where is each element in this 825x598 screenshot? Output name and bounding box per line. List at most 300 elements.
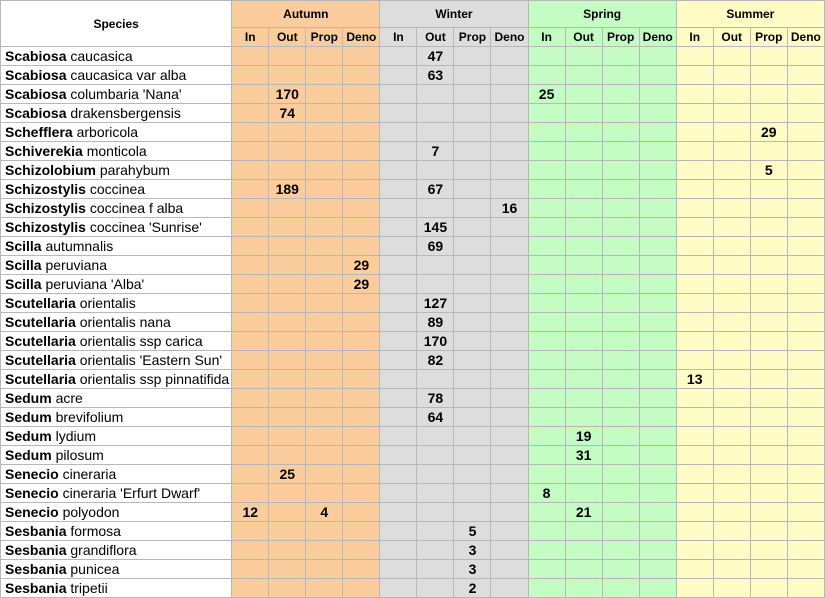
value-cell-winter-prop [454,237,491,256]
species-epithet: columbaria 'Nana' [70,86,182,102]
value-cell-winter-out: 127 [417,294,454,313]
value-cell-winter-prop [454,332,491,351]
table-row [1,275,825,294]
value-cell-spring-in [528,218,565,237]
value-cell-winter-out: 145 [417,218,454,237]
value-cell-spring-in [528,180,565,199]
value-cell-winter-prop [454,66,491,85]
value-cell-summer-out [713,85,750,104]
value-cell-winter-in [380,427,417,446]
genus-name: Scutellaria [5,333,76,349]
value-cell-spring-deno [639,427,676,446]
table-row [1,408,825,427]
species-epithet: drakensbergensis [70,105,181,121]
value-cell-summer-in [676,427,713,446]
value-cell-spring-deno [639,332,676,351]
value-cell-autumn-in [232,465,269,484]
value-cell-spring-prop [602,389,639,408]
value-cell-spring-deno [639,294,676,313]
value-cell-summer-deno [787,275,824,294]
subcolumn-header-winter-prop: Prop [454,28,491,47]
value-cell-autumn-prop [306,180,343,199]
value-cell-winter-prop [454,389,491,408]
value-cell-summer-prop [750,465,787,484]
subcolumn-header-autumn-out: Out [269,28,306,47]
value-cell-winter-prop [454,313,491,332]
value-cell-spring-out: 19 [565,427,602,446]
species-cell [1,47,232,66]
subcolumn-header-summer-in: In [676,28,713,47]
value-cell-winter-in [380,237,417,256]
value-cell-summer-prop: 5 [750,161,787,180]
value-cell-autumn-prop [306,313,343,332]
value-cell-spring-deno [639,313,676,332]
value-cell-spring-deno [639,123,676,142]
value-cell-spring-out [565,85,602,104]
species-cell [1,332,232,351]
value-cell-spring-in [528,123,565,142]
genus-name: Schiverekia [5,143,83,159]
value-cell-spring-out [565,579,602,598]
value-cell-spring-out [565,237,602,256]
value-cell-winter-prop: 2 [454,579,491,598]
value-cell-winter-in [380,294,417,313]
value-cell-spring-deno [639,104,676,123]
value-cell-spring-deno [639,408,676,427]
value-cell-winter-out [417,275,454,294]
value-cell-autumn-out [269,199,306,218]
value-cell-winter-deno [491,237,528,256]
value-cell-summer-deno [787,446,824,465]
value-cell-spring-deno [639,275,676,294]
value-cell-autumn-prop [306,370,343,389]
value-cell-spring-in [528,370,565,389]
value-cell-winter-deno [491,161,528,180]
value-cell-winter-out: 78 [417,389,454,408]
value-cell-summer-prop [750,180,787,199]
value-cell-winter-out: 69 [417,237,454,256]
table-row [1,446,825,465]
value-cell-summer-out [713,313,750,332]
table-row [1,370,825,389]
value-cell-winter-prop: 5 [454,522,491,541]
value-cell-spring-prop [602,370,639,389]
genus-name: Scilla [5,276,42,292]
value-cell-summer-out [713,427,750,446]
value-cell-autumn-out [269,446,306,465]
value-cell-spring-deno [639,256,676,275]
value-cell-summer-in [676,313,713,332]
table-row [1,66,825,85]
value-cell-autumn-in [232,370,269,389]
value-cell-summer-prop [750,408,787,427]
table-row [1,332,825,351]
species-epithet: pilosum [55,447,104,463]
species-epithet: polyodon [62,504,120,520]
value-cell-summer-deno [787,218,824,237]
value-cell-summer-in [676,237,713,256]
value-cell-winter-out [417,484,454,503]
value-cell-spring-in [528,503,565,522]
value-cell-autumn-in [232,332,269,351]
value-cell-summer-in [676,275,713,294]
value-cell-summer-deno [787,408,824,427]
value-cell-spring-prop [602,66,639,85]
value-cell-autumn-deno [343,104,380,123]
species-epithet: coccinea [89,181,146,197]
value-cell-summer-in [676,180,713,199]
value-cell-winter-in [380,351,417,370]
value-cell-summer-in [676,332,713,351]
value-cell-winter-deno [491,427,528,446]
value-cell-spring-out [565,199,602,218]
value-cell-summer-deno [787,85,824,104]
value-cell-spring-in: 25 [528,85,565,104]
value-cell-spring-in [528,579,565,598]
value-cell-winter-prop: 3 [454,560,491,579]
value-cell-summer-prop: 29 [750,123,787,142]
value-cell-winter-out [417,560,454,579]
value-cell-spring-out [565,370,602,389]
value-cell-summer-deno [787,66,824,85]
species-cell [1,503,232,522]
value-cell-autumn-prop [306,256,343,275]
species-epithet: autumnalis [45,238,114,254]
value-cell-summer-in [676,85,713,104]
value-cell-autumn-deno [343,351,380,370]
value-cell-winter-deno [491,560,528,579]
species-cell [1,313,232,332]
value-cell-autumn-out [269,522,306,541]
value-cell-spring-deno [639,237,676,256]
value-cell-autumn-out [269,389,306,408]
table-row [1,237,825,256]
species-epithet: cineraria 'Erfurt Dwarf' [62,485,201,501]
value-cell-autumn-deno [343,218,380,237]
value-cell-summer-in [676,579,713,598]
value-cell-winter-prop [454,484,491,503]
species-epithet: peruviana 'Alba' [45,276,145,292]
value-cell-summer-in [676,142,713,161]
value-cell-summer-in [676,123,713,142]
value-cell-spring-prop [602,427,639,446]
value-cell-winter-prop [454,294,491,313]
value-cell-winter-deno [491,123,528,142]
value-cell-spring-out [565,180,602,199]
value-cell-winter-deno [491,389,528,408]
season-header-summer: Summer [676,1,824,28]
value-cell-winter-prop [454,85,491,104]
value-cell-summer-out [713,560,750,579]
value-cell-autumn-in [232,484,269,503]
value-cell-winter-prop: 3 [454,541,491,560]
value-cell-winter-in [380,180,417,199]
value-cell-winter-prop [454,218,491,237]
species-cell [1,66,232,85]
value-cell-spring-out [565,408,602,427]
species-cell [1,142,232,161]
value-cell-spring-in [528,104,565,123]
value-cell-spring-out [565,560,602,579]
value-cell-winter-out [417,256,454,275]
species-epithet: grandiflora [70,542,137,558]
value-cell-summer-prop [750,313,787,332]
value-cell-spring-out [565,294,602,313]
value-cell-autumn-prop [306,446,343,465]
value-cell-autumn-deno [343,370,380,389]
value-cell-summer-prop [750,237,787,256]
value-cell-summer-out [713,104,750,123]
value-cell-autumn-prop [306,104,343,123]
species-cell [1,123,232,142]
value-cell-spring-in [528,465,565,484]
value-cell-spring-in [528,161,565,180]
value-cell-autumn-out: 74 [269,104,306,123]
subcolumn-header-spring-out: Out [565,28,602,47]
species-cell [1,351,232,370]
value-cell-spring-prop [602,522,639,541]
value-cell-autumn-prop [306,408,343,427]
table-row [1,199,825,218]
species-cell [1,389,232,408]
value-cell-autumn-out [269,237,306,256]
value-cell-summer-out [713,484,750,503]
genus-name: Sesbania [5,580,67,596]
value-cell-autumn-in [232,408,269,427]
value-cell-winter-deno [491,484,528,503]
subcolumn-header-autumn-prop: Prop [306,28,343,47]
species-epithet: caucasica [70,48,133,64]
value-cell-spring-deno [639,66,676,85]
value-cell-spring-deno [639,446,676,465]
genus-name: Sedum [5,428,52,444]
table-row [1,123,825,142]
value-cell-winter-in [380,218,417,237]
value-cell-summer-prop [750,370,787,389]
value-cell-autumn-deno [343,541,380,560]
value-cell-summer-deno [787,142,824,161]
value-cell-spring-in [528,389,565,408]
value-cell-spring-deno [639,389,676,408]
value-cell-spring-out [565,389,602,408]
value-cell-summer-in [676,484,713,503]
value-cell-autumn-out [269,123,306,142]
value-cell-spring-in [528,560,565,579]
value-cell-autumn-deno [343,522,380,541]
subcolumn-header-spring-in: In [528,28,565,47]
value-cell-autumn-out [269,332,306,351]
table-row [1,503,825,522]
value-cell-summer-in [676,218,713,237]
table-row [1,294,825,313]
value-cell-autumn-in [232,256,269,275]
value-cell-summer-deno [787,237,824,256]
value-cell-autumn-prop [306,47,343,66]
value-cell-winter-out [417,541,454,560]
species-cell [1,256,232,275]
value-cell-summer-in [676,104,713,123]
value-cell-autumn-prop [306,465,343,484]
value-cell-winter-in [380,370,417,389]
value-cell-summer-deno [787,313,824,332]
value-cell-spring-prop [602,541,639,560]
value-cell-spring-in [528,332,565,351]
value-cell-summer-out [713,389,750,408]
value-cell-summer-in [676,522,713,541]
species-epithet: lydium [55,428,97,444]
species-cell [1,370,232,389]
value-cell-spring-in [528,199,565,218]
value-cell-summer-prop [750,47,787,66]
value-cell-autumn-prop [306,541,343,560]
value-cell-spring-out [565,541,602,560]
value-cell-autumn-prop [306,85,343,104]
value-cell-autumn-out [269,541,306,560]
value-cell-summer-in [676,446,713,465]
value-cell-winter-deno [491,66,528,85]
value-cell-spring-deno [639,560,676,579]
value-cell-summer-prop [750,560,787,579]
value-cell-summer-prop [750,351,787,370]
value-cell-winter-out: 89 [417,313,454,332]
value-cell-winter-in [380,522,417,541]
value-cell-spring-deno [639,142,676,161]
value-cell-autumn-prop [306,275,343,294]
value-cell-autumn-deno [343,199,380,218]
value-cell-winter-deno [491,104,528,123]
value-cell-autumn-out [269,408,306,427]
value-cell-autumn-prop [306,579,343,598]
value-cell-winter-in [380,541,417,560]
value-cell-spring-deno [639,579,676,598]
value-cell-summer-prop [750,85,787,104]
value-cell-spring-prop [602,142,639,161]
value-cell-spring-prop [602,408,639,427]
species-cell [1,294,232,313]
value-cell-autumn-in: 12 [232,503,269,522]
value-cell-winter-deno [491,408,528,427]
season-header-autumn: Autumn [232,1,380,28]
genus-name: Scabiosa [5,67,67,83]
value-cell-summer-out [713,503,750,522]
species-epithet: orientalis [79,295,136,311]
value-cell-winter-in [380,484,417,503]
value-cell-spring-in [528,541,565,560]
value-cell-winter-deno [491,446,528,465]
value-cell-winter-in [380,579,417,598]
table-row [1,104,825,123]
value-cell-autumn-out [269,313,306,332]
value-cell-autumn-prop [306,427,343,446]
species-cell [1,237,232,256]
value-cell-summer-prop [750,218,787,237]
value-cell-autumn-in [232,446,269,465]
value-cell-winter-deno [491,522,528,541]
value-cell-winter-deno [491,351,528,370]
value-cell-spring-in [528,427,565,446]
value-cell-autumn-out [269,351,306,370]
value-cell-autumn-in [232,294,269,313]
value-cell-winter-prop [454,503,491,522]
genus-name: Sesbania [5,561,67,577]
value-cell-summer-prop [750,427,787,446]
value-cell-autumn-in [232,218,269,237]
genus-name: Sedum [5,390,52,406]
genus-name: Scabiosa [5,105,67,121]
value-cell-autumn-in [232,522,269,541]
species-column-header: Species [1,1,232,47]
value-cell-summer-out [713,541,750,560]
value-cell-autumn-deno [343,389,380,408]
value-cell-autumn-deno [343,85,380,104]
value-cell-summer-deno [787,560,824,579]
species-cell [1,446,232,465]
subcolumn-header-autumn-deno: Deno [343,28,380,47]
table-row [1,560,825,579]
value-cell-autumn-prop [306,142,343,161]
value-cell-winter-out [417,199,454,218]
genus-name: Sedum [5,447,52,463]
value-cell-autumn-deno [343,465,380,484]
species-epithet: punicea [70,561,120,577]
species-epithet: acre [55,390,83,406]
value-cell-winter-deno [491,142,528,161]
value-cell-winter-in [380,142,417,161]
value-cell-summer-prop [750,541,787,560]
value-cell-autumn-prop [306,66,343,85]
value-cell-spring-prop [602,503,639,522]
value-cell-summer-prop [750,503,787,522]
value-cell-spring-out [565,161,602,180]
value-cell-summer-deno [787,104,824,123]
value-cell-autumn-out [269,142,306,161]
value-cell-summer-in [676,465,713,484]
value-cell-winter-prop [454,180,491,199]
value-cell-winter-in [380,389,417,408]
species-epithet: orientalis ssp pinnatifida [79,371,230,387]
value-cell-summer-in [676,66,713,85]
value-cell-summer-prop [750,332,787,351]
value-cell-spring-prop [602,85,639,104]
value-cell-spring-deno [639,199,676,218]
value-cell-autumn-prop [306,237,343,256]
table-body [1,47,825,598]
value-cell-spring-prop [602,579,639,598]
value-cell-summer-deno [787,389,824,408]
value-cell-winter-deno [491,541,528,560]
value-cell-summer-in [676,541,713,560]
value-cell-spring-out [565,332,602,351]
value-cell-winter-in [380,313,417,332]
value-cell-summer-deno [787,484,824,503]
value-cell-summer-prop [750,446,787,465]
value-cell-autumn-deno [343,161,380,180]
species-cell [1,522,232,541]
value-cell-autumn-out [269,560,306,579]
value-cell-spring-in [528,313,565,332]
value-cell-spring-prop [602,47,639,66]
value-cell-summer-deno [787,351,824,370]
value-cell-spring-deno [639,351,676,370]
value-cell-summer-deno [787,541,824,560]
value-cell-winter-deno: 16 [491,199,528,218]
value-cell-summer-in [676,47,713,66]
species-epithet: peruviana [45,257,107,273]
genus-name: Schizostylis [5,181,86,197]
table-row [1,142,825,161]
value-cell-winter-out [417,161,454,180]
value-cell-summer-out [713,47,750,66]
